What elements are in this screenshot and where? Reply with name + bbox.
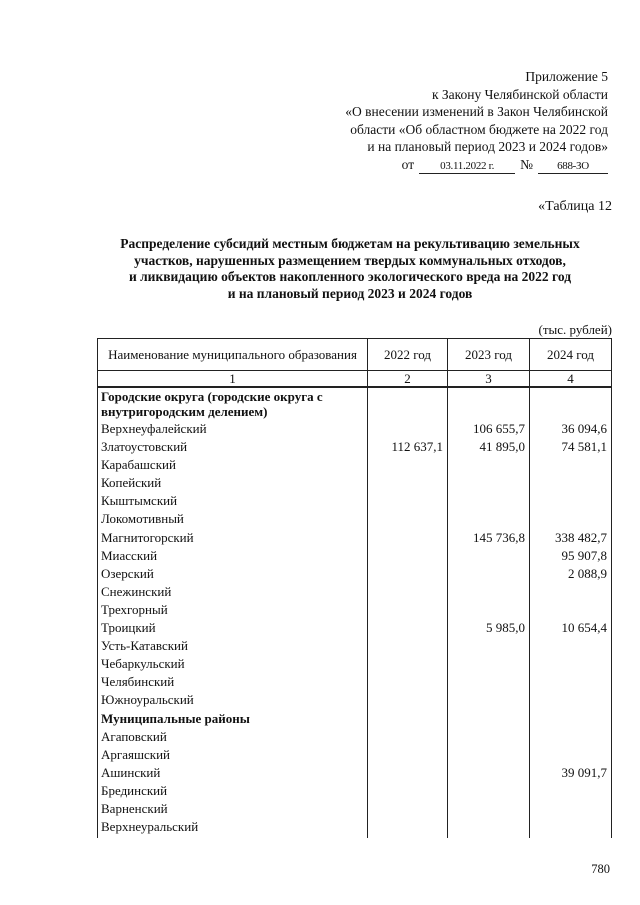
- municipality-name: Озерский: [98, 565, 368, 583]
- value-2023: [448, 746, 530, 764]
- value-2022: [368, 800, 448, 818]
- value-2024: 36 094,6: [530, 420, 612, 438]
- value-2024: [530, 691, 612, 709]
- value-2022: [368, 746, 448, 764]
- municipality-name: Трехгорный: [98, 601, 368, 619]
- value-2023: [448, 728, 530, 746]
- value-2024: 2 088,9: [530, 565, 612, 583]
- value-2023: [448, 492, 530, 510]
- value-2024: 74 581,1: [530, 438, 612, 456]
- value-2022: [368, 637, 448, 655]
- document-title: [90, 236, 610, 302]
- header-line: области «Об областном бюджете на 2022 год: [350, 121, 608, 137]
- law-number: 688-ЗО: [538, 160, 608, 174]
- value-2022: [368, 619, 448, 637]
- value-2022: [368, 583, 448, 601]
- column-header-2024: 2024 год: [530, 339, 612, 371]
- table-row: [98, 764, 612, 782]
- value-2024: [530, 474, 612, 492]
- value-2023: [448, 601, 530, 619]
- municipality-name: Брединский: [98, 782, 368, 800]
- value-2022: 112 637,1: [368, 438, 448, 456]
- municipality-name: Кыштымский: [98, 492, 368, 510]
- municipality-name: Копейский: [98, 474, 368, 492]
- value-2022: [368, 764, 448, 782]
- table-row: [98, 655, 612, 673]
- value-2024: [530, 800, 612, 818]
- column-header-2023: 2023 год: [448, 339, 530, 371]
- from-label: от: [401, 156, 415, 172]
- table-row: [98, 583, 612, 601]
- value-2023: 5 985,0: [448, 619, 530, 637]
- table-row: [98, 565, 612, 583]
- table-row: [98, 673, 612, 691]
- value-2023: [448, 673, 530, 691]
- value-2024: [530, 746, 612, 764]
- value-2024: [530, 601, 612, 619]
- title-line: и ликвидацию объектов накопленного экологического вреда на 2022 год: [128, 269, 572, 284]
- municipality-name: Городские округа (городские округа с внутригородским делением): [98, 387, 368, 420]
- column-number: 4: [530, 371, 612, 388]
- title-line: и на плановый период 2023 и 2024 годов: [227, 285, 473, 301]
- value-2023: [448, 764, 530, 782]
- header-line: Приложение 5: [525, 69, 608, 84]
- table-label: «Таблица 12: [538, 199, 612, 214]
- value-2022: [368, 547, 448, 565]
- value-2024: [530, 655, 612, 673]
- value-2022: [368, 782, 448, 800]
- value-2022: [368, 529, 448, 547]
- value-2024: [530, 387, 612, 420]
- municipality-name: Миасский: [98, 547, 368, 565]
- table-row: [98, 438, 612, 456]
- municipality-name: Ашинский: [98, 764, 368, 782]
- law-date: 03.11.2022 г.: [419, 160, 515, 174]
- law-date-number: [345, 156, 608, 174]
- value-2023: [448, 655, 530, 673]
- municipality-name: Челябинский: [98, 673, 368, 691]
- value-2022: [368, 601, 448, 619]
- value-2022: [368, 474, 448, 492]
- value-2022: [368, 710, 448, 728]
- number-label: №: [520, 156, 533, 172]
- value-2024: [530, 710, 612, 728]
- value-2024: [530, 510, 612, 528]
- municipality-name: Карабашский: [98, 456, 368, 474]
- table-row: [98, 728, 612, 746]
- title-line: участков, нарушенных размещением твердых коммунальных отходов,: [134, 252, 566, 268]
- table-row: [98, 420, 612, 438]
- units-note: (тыс. рублей): [538, 322, 612, 337]
- value-2022: [368, 655, 448, 673]
- table-group-row: [98, 387, 612, 420]
- value-2023: 145 736,8: [448, 529, 530, 547]
- value-2024: [530, 673, 612, 691]
- value-2023: [448, 782, 530, 800]
- value-2023: [448, 474, 530, 492]
- subsidy-table: [97, 338, 612, 838]
- table-body: [98, 387, 612, 838]
- value-2024: 39 091,7: [530, 764, 612, 782]
- appendix-header: [345, 68, 608, 174]
- page-number: 780: [591, 862, 610, 876]
- value-2024: 10 654,4: [530, 619, 612, 637]
- column-number: 1: [98, 371, 368, 388]
- value-2023: [448, 510, 530, 528]
- header-line: и на плановый период 2023 и 2024 годов»: [367, 139, 608, 154]
- column-header-2022: 2022 год: [368, 339, 448, 371]
- column-number: 2: [368, 371, 448, 388]
- value-2023: [448, 800, 530, 818]
- municipality-name: Агаповский: [98, 728, 368, 746]
- table-row: [98, 818, 612, 838]
- value-2022: [368, 691, 448, 709]
- value-2023: [448, 691, 530, 709]
- value-2023: [448, 583, 530, 601]
- value-2022: [368, 818, 448, 838]
- table-row: [98, 547, 612, 565]
- value-2023: [448, 456, 530, 474]
- municipality-name: Локомотивный: [98, 510, 368, 528]
- value-2022: [368, 728, 448, 746]
- table-row: [98, 601, 612, 619]
- municipality-name: Варненский: [98, 800, 368, 818]
- municipality-name: Магнитогорский: [98, 529, 368, 547]
- municipality-name: Аргаяшский: [98, 746, 368, 764]
- municipality-name: Снежинский: [98, 583, 368, 601]
- municipality-name: Чебаркульский: [98, 655, 368, 673]
- value-2024: [530, 637, 612, 655]
- value-2023: 106 655,7: [448, 420, 530, 438]
- municipality-name: Златоустовский: [98, 438, 368, 456]
- table-row: [98, 691, 612, 709]
- table-row: [98, 637, 612, 655]
- table-row: [98, 800, 612, 818]
- value-2022: [368, 565, 448, 583]
- municipality-name: Усть-Катавский: [98, 637, 368, 655]
- value-2023: [448, 637, 530, 655]
- value-2023: 41 895,0: [448, 438, 530, 456]
- table-row: [98, 619, 612, 637]
- value-2024: [530, 782, 612, 800]
- value-2023: [448, 565, 530, 583]
- value-2023: [448, 710, 530, 728]
- value-2024: [530, 728, 612, 746]
- value-2022: [368, 492, 448, 510]
- municipality-name: Троицкий: [98, 619, 368, 637]
- value-2022: [368, 420, 448, 438]
- value-2022: [368, 387, 448, 420]
- value-2024: [530, 818, 612, 838]
- table-row: [98, 510, 612, 528]
- value-2022: [368, 510, 448, 528]
- table-row: [98, 529, 612, 547]
- table-row: [98, 782, 612, 800]
- header-line: «О внесении изменений в Закон Челябинской: [345, 104, 608, 119]
- value-2024: 95 907,8: [530, 547, 612, 565]
- table-row: [98, 746, 612, 764]
- table-row: [98, 492, 612, 510]
- value-2023: [448, 547, 530, 565]
- table-group-row: [98, 710, 612, 728]
- value-2022: [368, 456, 448, 474]
- value-2024: [530, 456, 612, 474]
- value-2024: [530, 492, 612, 510]
- column-number: 3: [448, 371, 530, 388]
- municipality-name: Муниципальные районы: [98, 710, 368, 728]
- value-2024: [530, 583, 612, 601]
- municipality-name: Верхнеуфалейский: [98, 420, 368, 438]
- municipality-name: Верхнеуральский: [98, 818, 368, 838]
- value-2022: [368, 673, 448, 691]
- column-header-name: Наименование муниципального образования: [98, 339, 368, 371]
- value-2024: 338 482,7: [530, 529, 612, 547]
- table-row: [98, 456, 612, 474]
- value-2023: [448, 818, 530, 838]
- value-2023: [448, 387, 530, 420]
- table-row: [98, 474, 612, 492]
- header-line: к Закону Челябинской области: [431, 86, 608, 102]
- municipality-name: Южноуральский: [98, 691, 368, 709]
- title-line: Распределение субсидий местным бюджетам на рекультивацию земельных: [120, 236, 580, 251]
